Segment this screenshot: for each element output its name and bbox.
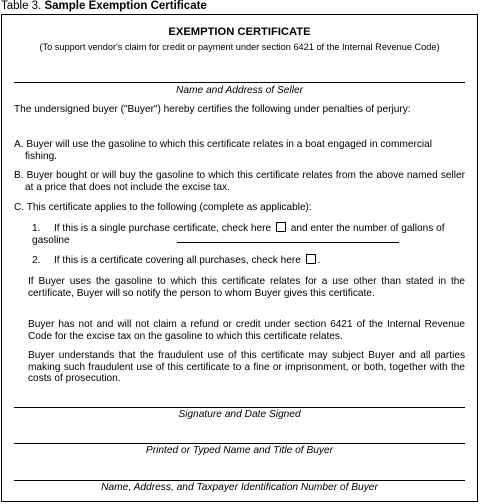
intro-text: The undersigned buyer ("Buyer") hereby certifies the following under penalties of perjury:	[14, 104, 411, 115]
certificate-title: EXEMPTION CERTIFICATE	[168, 26, 311, 38]
subitem-1-text-b: and enter the number of gallons of gasoline	[32, 223, 445, 246]
notify-paragraph: If Buyer uses the gasoline to which this certificate relates for a use other than stated in the certificate, Buyer will so notify the person to whom Buyer gives this certificate.	[28, 276, 465, 299]
item-a: A. Buyer will use the gasoline to which this certificate relates in a boat engaged in commercial fishing.	[14, 139, 432, 162]
printed-name-label: Printed or Typed Name and Title of Buyer	[145, 445, 334, 456]
certificate-subtitle: (To support vendor's claim for credit or payment under section 6421 of the Internal Revenue Code)	[39, 42, 440, 52]
subitem-2-text: If this is a certificate covering all purchases, check here	[54, 255, 301, 266]
all-purchases-checkbox[interactable]	[306, 254, 316, 264]
signature-line	[14, 407, 465, 408]
gallons-entry-line[interactable]	[177, 242, 399, 243]
fraud-paragraph: Buyer understands that the fraudulent use of this certificate may subject Buyer and all parties making such fraudulent use of this certificate to a fine or imprisonment, or both, together with the costs of prosecution.	[28, 350, 465, 385]
certificate-frame	[1, 14, 478, 502]
printed-name-line	[14, 443, 465, 444]
caption-title: Sample Exemption Certificate	[44, 0, 207, 12]
signature-label: Signature and Date Signed	[178, 409, 301, 420]
buyer-address-line	[14, 480, 465, 481]
item-b: B. Buyer bought or will buy the gasoline to which this certificate relates from the above named seller at a price that does not include the excise tax.	[14, 170, 465, 193]
caption-prefix: Table 3.	[1, 0, 42, 12]
subitem-1-number: 1.	[32, 223, 41, 234]
table-caption	[1, 0, 207, 13]
subitem-2-end: .	[317, 255, 321, 266]
item-c: C. This certificate applies to the following (complete as applicable):	[14, 202, 312, 213]
single-purchase-checkbox[interactable]	[276, 222, 286, 232]
buyer-address-label: Name, Address, and Taxpayer Identification Number of Buyer	[101, 482, 378, 493]
subitem-2	[32, 254, 463, 267]
seller-line	[14, 82, 465, 83]
seller-label: Name and Address of Seller	[175, 85, 304, 96]
subitem-2-number: 2.	[32, 255, 41, 266]
no-refund-paragraph: Buyer has not and will not claim a refund or credit under section 6421 of the Internal Revenue Code for the excise tax on the gasoline to which this certificate relates.	[28, 319, 465, 342]
subitem-1-text: If this is a single purchase certificate, check here	[54, 223, 272, 234]
